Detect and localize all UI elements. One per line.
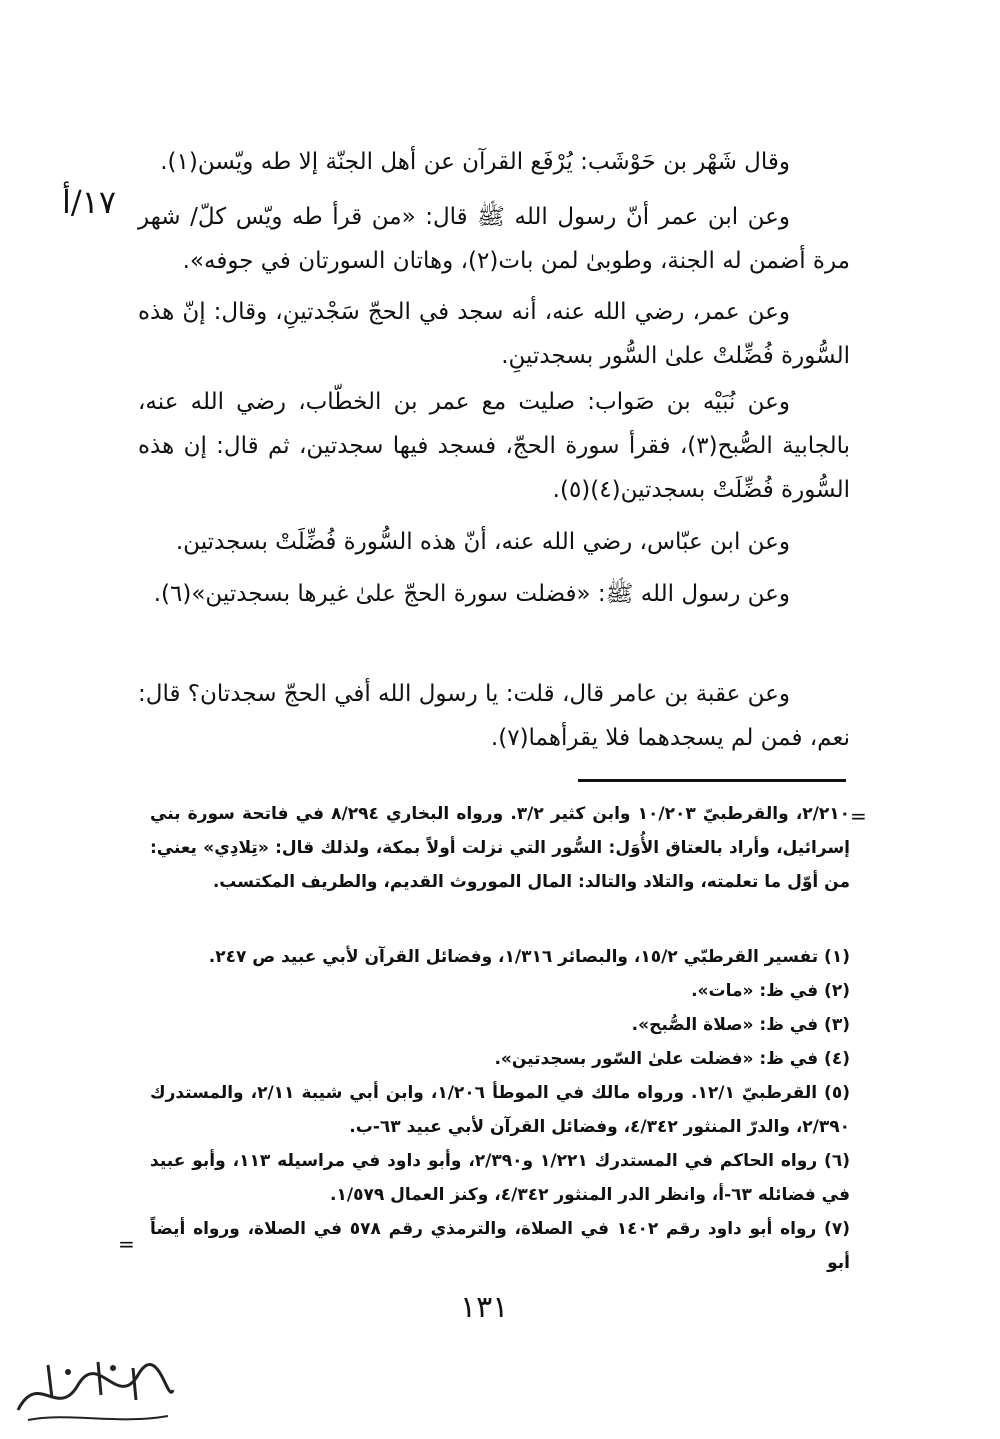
footnote-continuation: ٢/٢١٠، والقرطبيّ ١٠/٢٠٣ وابن كثير ٣/٢. ورواه البخاري ٨/٢٩٤ في فاتحة سورة بني إسرائيل، وأراد بالعتاق الأُوَل: السُّور التي نزلت أولاً بمكة، ولذلك قال: «تِلادِي» يعني: من أوّل ما تعلمته، والتلاد والتالد: المال الموروث القديم، والطريف المكتسب. [150, 804, 850, 892]
footnote-4: (٤) في ظ: «فضلت علىٰ السّور بسجدتين». [494, 1049, 850, 1069]
footnote-5: (٥) القرطبيّ ١٢/١. ورواه مالك في الموطأ ١/٢٠٦، وابن أبي شيبة ٢/١١، والمستدرك ٢/٣٩٠، والدرّ المنثور ٤/٣٤٢، وفضائل القرآن لأبي عبيد ٦٣-ب. [150, 1083, 850, 1137]
footnote-list [150, 940, 850, 1280]
body-paragraph-4: وعن نُبَيْه بن صَواب: صليت مع عمر بن الخطّاب، رضي الله عنه، بالجابية الصُّبح(٣)، فقرأ سورة الحجّ، فسجد فيها سجدتين، ثم قال: إن هذه السُّورة فُضِّلَتْ بسجدتين(٤)(٥). [138, 389, 851, 503]
calligraphy-logo [8, 1350, 178, 1430]
body-paragraph-2: وعن ابن عمر أنّ رسول الله ﷺ قال: «من قرأ طه ويّس كلّ/ شهر مرة أضمن له الجنة، وطوبىٰ لمن بات(٢)، وهاتان السورتان في جوفه». [138, 204, 850, 274]
footnote-3: (٣) في ظ: «صلاة الصُّبح». [631, 1015, 850, 1035]
body-paragraph-3: وعن عمر، رضي الله عنه، أنه سجد في الحجّ سَجْدتينِ، وقال: إنّ هذه السُّورة فُضِّلتْ علىٰ السُّور بسجدتينِ. [138, 299, 850, 369]
margin-folio-note: ١٧/أ [62, 183, 117, 221]
page-number: ١٣١ [460, 1290, 509, 1325]
footnote-7: (٧) رواه أبو داود رقم ١٤٠٢ في الصلاة، والترمذي رقم ٥٧٨ في الصلاة، ورواه أيضاً أبو [150, 1219, 850, 1273]
continuation-mark-bottom: = [118, 1232, 135, 1256]
footnote-separator-rule [578, 779, 846, 782]
continuation-mark-top: = [850, 804, 867, 828]
body-paragraph-6: وعن رسول الله ﷺ: «فضلت سورة الحجّ علىٰ غيرها بسجدتين»(٦). [153, 581, 790, 607]
footnote-6: (٦) رواه الحاكم في المستدرك ١/٢٢١ و٢/٣٩٠، وأبو داود في مراسيله ١١٣، وأبو عبيد في فضائله ٦٣-أ، وانظر الدر المنثور ٤/٣٤٢، وكنز العمال ١/٥٧٩. [150, 1151, 850, 1205]
body-paragraph-1: وقال شَهْر بن حَوْشَب: يُرْفَع القرآن عن أهل الجنّة إلا طه ويّسن(١). [160, 149, 790, 175]
footnote-1: (١) تفسير القرطبّي ١٥/٢، والبصائر ١/٣١٦، وفضائل القرآن لأبي عبيد ص ٢٤٧. [208, 947, 850, 967]
body-paragraph-7: وعن عقبة بن عامر قال، قلت: يا رسول الله أفي الحجّ سجدتان؟ قال: نعم، فمن لم يسجدهما فلا يقرأهما(٧). [138, 681, 850, 751]
footnote-2: (٢) في ظ: «مات». [691, 981, 850, 1001]
body-paragraph-5: وعن ابن عبّاس، رضي الله عنه، أنّ هذه السُّورة فُضِّلَتْ بسجدتين. [175, 529, 790, 555]
